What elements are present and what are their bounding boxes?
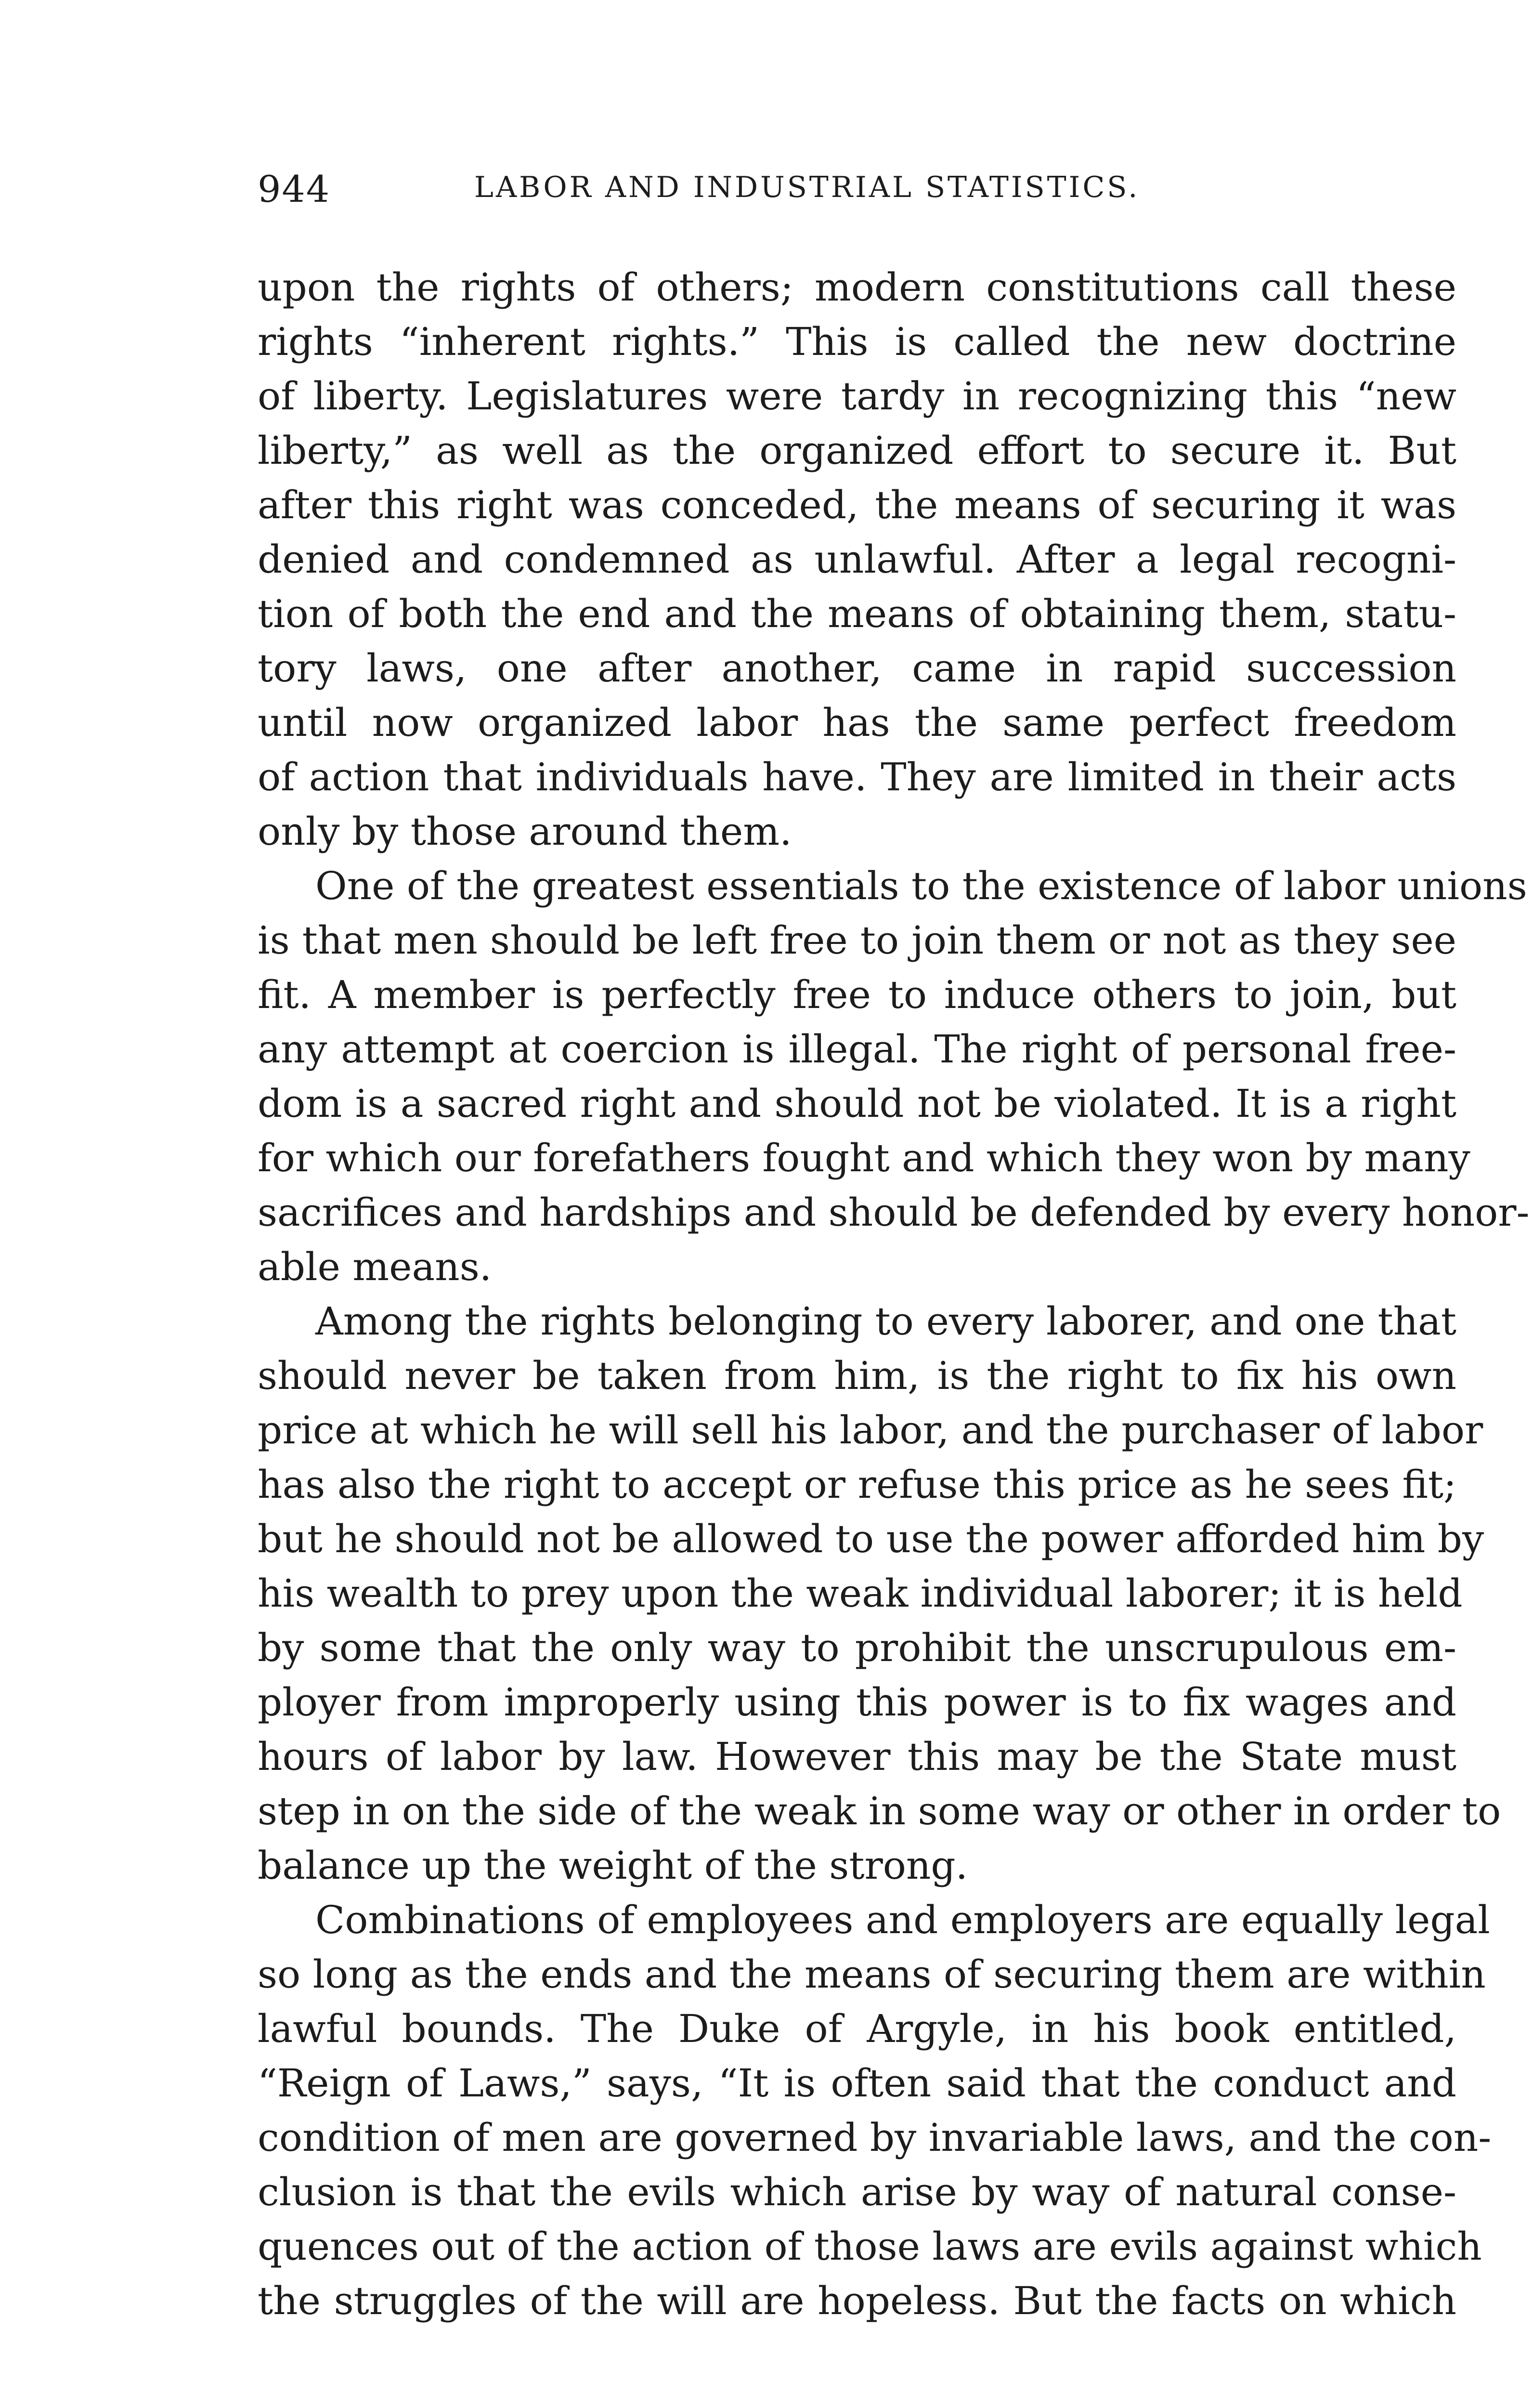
text-line: tion of both the end and the means of obtaining them, statu- — [258, 591, 1456, 636]
text-line: price at which he will sell his labor, and the purchaser of labor — [258, 1408, 1483, 1453]
text-line: lawful bounds. The Duke of Argyle, in his book entitled, — [258, 2006, 1456, 2051]
text-line: Among the rights belonging to every laborer, and one that — [315, 1299, 1456, 1344]
text-line: should never be taken from him, is the right to fix his own — [258, 1353, 1456, 1398]
body-text — [258, 260, 1530, 2328]
page-number: 944 — [258, 168, 331, 210]
text-line: sacrifices and hardships and should be defended by every honor- — [258, 1190, 1530, 1235]
text-line: Combinations of employees and employers are equally legal — [315, 1898, 1490, 1942]
text-line: so long as the ends and the means of securing them are within — [258, 1952, 1486, 1997]
text-line: after this right was conceded, the means of securing it was — [258, 483, 1456, 527]
text-line: only by those around them. — [258, 809, 792, 854]
paragraph — [258, 1893, 1492, 2328]
text-line: hours of labor by law. However this may be the State must — [258, 1734, 1456, 1779]
text-line: of liberty. Legislatures were tardy in recognizing this “new — [258, 374, 1456, 419]
text-line: any attempt at coercion is illegal. The right of personal free- — [258, 1027, 1456, 1072]
text-line: by some that the only way to prohibit the unscrupulous em- — [258, 1625, 1456, 1670]
text-line: liberty,” as well as the organized effort to secure it. But — [258, 428, 1456, 473]
text-line: quences out of the action of those laws are evils against which — [258, 2224, 1482, 2269]
paragraph — [258, 260, 1456, 859]
paragraph — [258, 859, 1530, 1294]
text-line: tory laws, one after another, came in rapid succession — [258, 646, 1456, 691]
text-line: “Reign of Laws,” says, “It is often said that the conduct and — [258, 2061, 1456, 2106]
paragraph — [258, 1294, 1501, 1893]
text-line: has also the right to accept or refuse this price as he sees fit; — [258, 1462, 1456, 1507]
text-line: upon the rights of others; modern constitutions call these — [258, 265, 1456, 310]
text-line: but he should not be allowed to use the power afforded him by — [258, 1517, 1484, 1561]
running-title: LABOR AND INDUSTRIAL STATISTICS. — [474, 170, 1140, 204]
text-line: is that men should be left free to join them or not as they see — [258, 918, 1456, 963]
text-line: fit. A member is perfectly free to induce others to join, but — [258, 972, 1456, 1017]
page-header — [258, 168, 1456, 230]
text-line: of action that individuals have. They are limited in their acts — [258, 755, 1456, 799]
text-line: able means. — [258, 1244, 492, 1289]
text-line: balance up the weight of the strong. — [258, 1843, 968, 1888]
text-line: step in on the side of the weak in some way or other in order to — [258, 1789, 1501, 1833]
text-line: his wealth to prey upon the weak individual laborer; it is held — [258, 1571, 1463, 1616]
text-line: for which our forefathers fought and which they won by many — [258, 1136, 1470, 1180]
text-line: the struggles of the will are hopeless. But the facts on which — [258, 2278, 1456, 2323]
text-line: until now organized labor has the same perfect freedom — [258, 700, 1456, 745]
text-line: condition of men are governed by invariable laws, and the con- — [258, 2115, 1492, 2160]
text-line: ployer from improperly using this power is to fix wages and — [258, 1680, 1456, 1725]
text-line: rights “inherent rights.” This is called the new doctrine — [258, 319, 1456, 364]
text-line: One of the greatest essentials to the existence of labor unions — [315, 864, 1527, 908]
text-line: dom is a sacred right and should not be violated. It is a right — [258, 1081, 1456, 1126]
text-line: clusion is that the evils which arise by way of natural conse- — [258, 2170, 1456, 2214]
text-line: denied and condemned as unlawful. After a legal recogni- — [258, 537, 1456, 582]
